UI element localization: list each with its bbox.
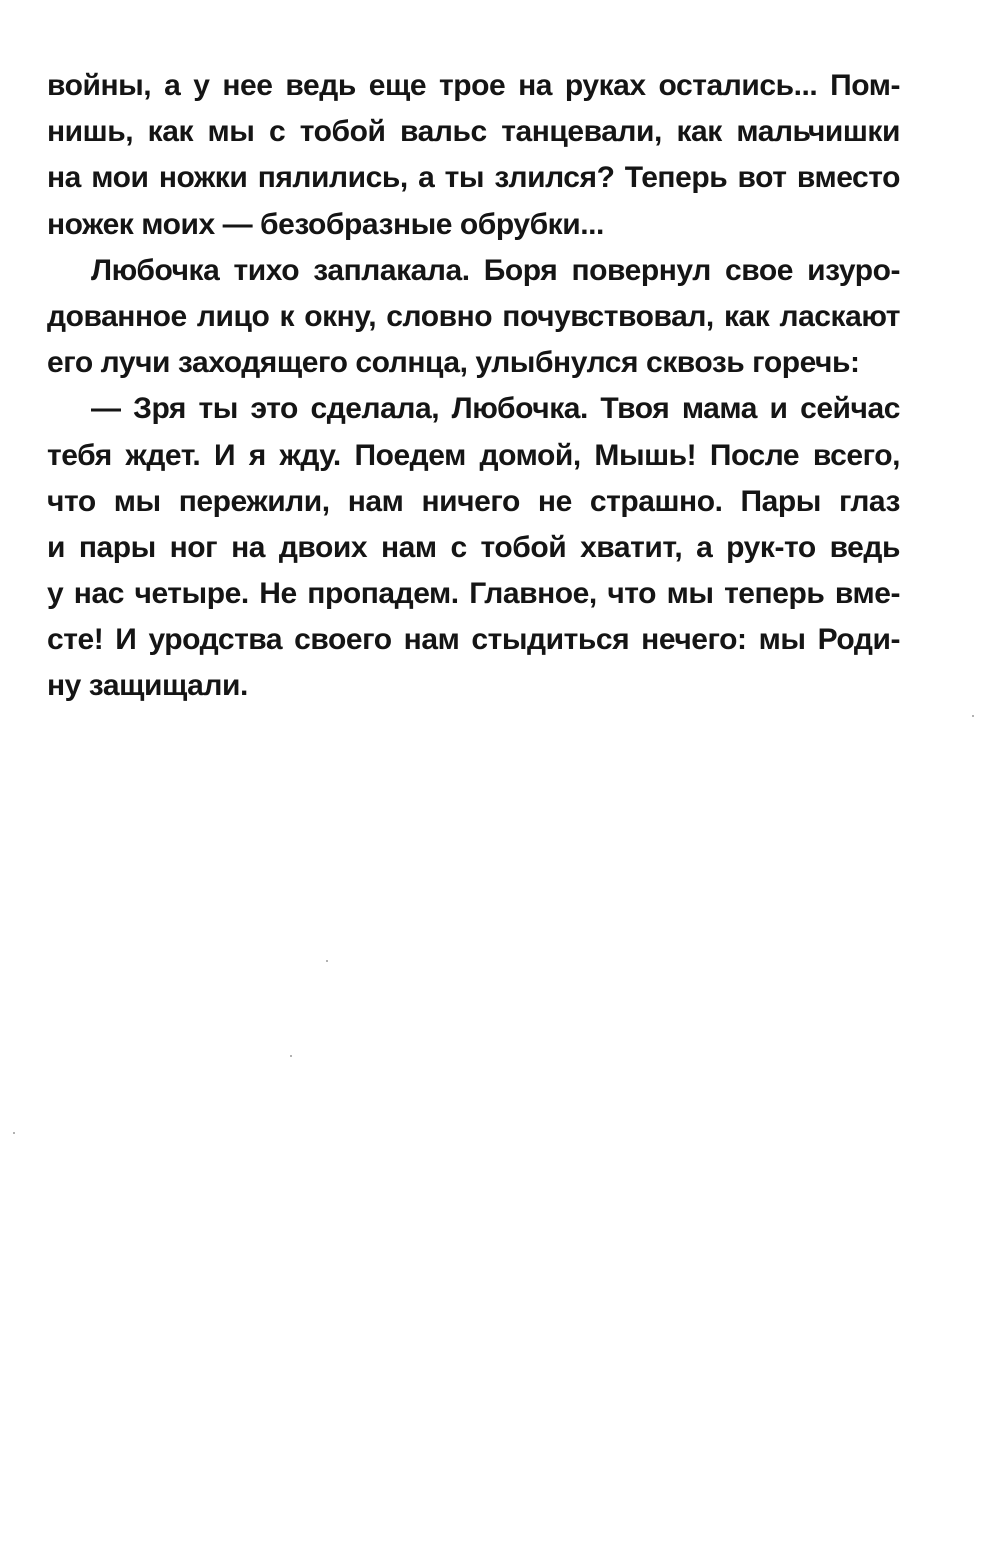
text-line: сте! И уродства своего нам стыдиться нечего: мы Роди- bbox=[47, 623, 900, 657]
text-line: войны, а у нее ведь еще трое на руках остались... Пом- bbox=[47, 69, 900, 102]
text-line: ножек моих — безобразные обрубки... bbox=[47, 207, 604, 241]
text-line: нишь, как мы с тобой вальс танцевали, как мальчишки bbox=[47, 115, 900, 149]
text-line: и пары ног на двоих нам с тобой хватит, а рук-то ведь bbox=[47, 530, 900, 564]
text-line: его лучи заходящего солнца, улыбнулся сквозь горечь: bbox=[47, 346, 860, 380]
scan-speck bbox=[13, 1132, 15, 1134]
scan-speck bbox=[972, 715, 974, 717]
text-line: Любочка тихо заплакала. Боря повернул свое изуро- bbox=[91, 253, 900, 287]
text-line: ну защищали. bbox=[47, 669, 248, 703]
scan-speck bbox=[290, 1055, 292, 1057]
text-line: тебя ждет. И я жду. Поедем домой, Мышь! После всего, bbox=[47, 438, 900, 472]
text-line: дованное лицо к окну, словно почувствовал, как ласкают bbox=[47, 299, 900, 333]
text-line: что мы пережили, нам ничего не страшно. Пары глаз bbox=[47, 484, 900, 518]
scan-speck bbox=[326, 960, 328, 962]
body-text bbox=[47, 63, 900, 710]
text-line: — Зря ты это сделала, Любочка. Твоя мама и сейчас bbox=[91, 392, 900, 426]
text-line: у нас четыре. Не пропадем. Главное, что мы теперь вме- bbox=[47, 577, 900, 611]
text-line: на мои ножки пялились, а ты злился? Теперь вот вместо bbox=[47, 161, 900, 195]
